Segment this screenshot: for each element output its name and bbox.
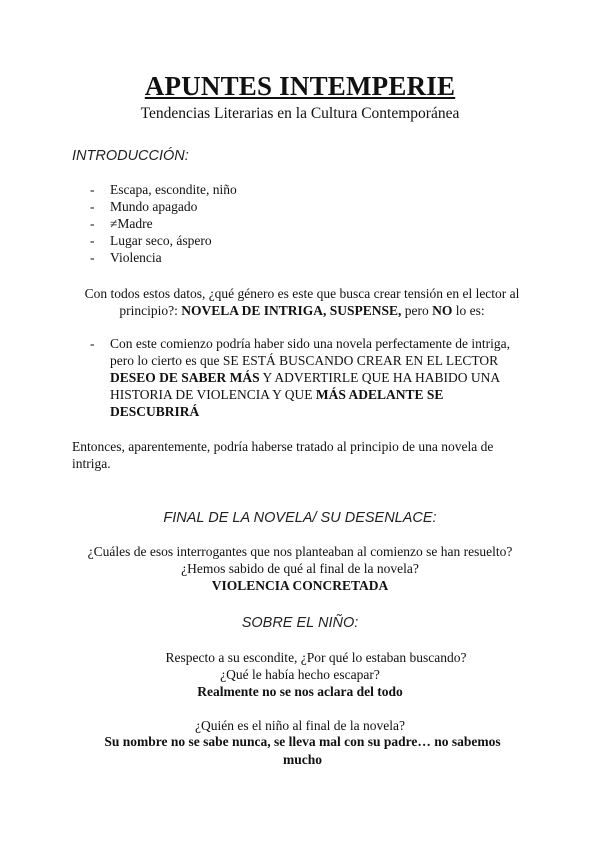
reason-bold-1: DESEO DE SABER MÁS (110, 370, 260, 385)
question-text: Con todos estos datos, ¿qué género es este que busca crear tensión en el lector al principio?: (84, 286, 520, 318)
page-subtitle: Tendencias Literarias en la Cultura Contemporánea (140, 105, 460, 122)
final-question-1: ¿Cuáles de esos interrogantes que nos planteaban al comienzo se han resuelto? (87, 544, 513, 559)
nino-question-1: Respecto a su escondite, ¿Por qué lo estaban buscando? (165, 650, 467, 665)
intro-conclusion: Entonces, aparentemente, podría haberse tratado al principio de una novela de intriga. (72, 439, 494, 471)
list-item: - ≠Madre (90, 215, 237, 232)
intro-list (90, 181, 237, 266)
final-heading: FINAL DE LA NOVELA/ SU DESENLACE: (163, 510, 437, 526)
question-no-bold: NO (432, 303, 453, 318)
reason-bold-2: MÁS ADELANTE SE DESCUBRIRÁ (110, 387, 444, 419)
final-questions (0, 543, 600, 594)
page-title: APUNTES INTEMPERIE (144, 71, 456, 101)
reason-text-1: Con este comienzo podría haber sido una novela perfectamente de intriga, pero lo cierto es que SE ESTÁ BUSCANDO CREAR EN EL LECTOR (110, 336, 510, 368)
reason-text-2: Y ADVERTIRLE QUE HA HABIDO UNA HISTORIA DE VIOLENCIA Y QUE (110, 370, 500, 402)
nino-answer-1: Realmente no se nos aclara del todo (197, 684, 403, 699)
nino-questions (0, 649, 600, 683)
list-item: - Escapa, escondite, niño (90, 181, 237, 198)
final-answer: VIOLENCIA CONCRETADA (211, 578, 389, 593)
nino-question-3: ¿Quién es el niño al final de la novela? (195, 718, 405, 733)
list-item: - Lugar seco, áspero (90, 232, 237, 249)
question-post: lo es: (452, 303, 485, 318)
nino-answer-2: Su nombre no se sabe nunca, se lleva mal con su padre… no sabemos mucho (104, 734, 501, 767)
reasoning-item (90, 335, 530, 420)
intro-heading: INTRODUCCIÓN: (72, 148, 189, 164)
list-item: - Violencia (90, 249, 237, 266)
genre-question (72, 285, 532, 319)
list-item: - Mundo apagado (90, 198, 237, 215)
final-question-2: ¿Hemos sabido de qué al final de la novela? (181, 561, 419, 576)
question-mid: pero (401, 303, 433, 318)
nino-question-2: ¿Qué le había hecho escapar? (220, 667, 380, 682)
nino-heading: SOBRE EL NIÑO: (241, 615, 359, 631)
question-answer-bold: NOVELA DE INTRIGA, SUSPENSE, (181, 303, 402, 318)
